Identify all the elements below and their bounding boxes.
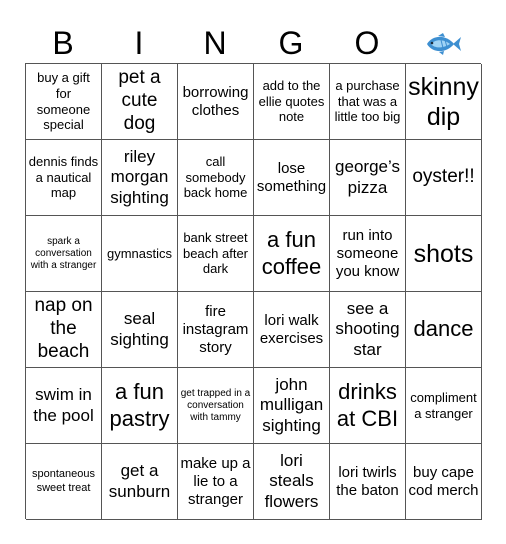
cell-text: lori twirls the baton [336,463,399,499]
bingo-cell[interactable] [406,444,482,520]
cell-text: a purchase that was a little too big [334,78,401,125]
cell-text: compliment a stranger [410,389,477,421]
cell-text: bank street beach after dark [182,230,249,277]
cell-text: skinny dip [408,72,479,131]
cell-text: buy a gift for someone special [36,70,91,133]
bingo-cell[interactable] [178,292,254,368]
bingo-cell[interactable] [102,64,178,140]
bingo-cell[interactable] [254,140,330,216]
header-letter-n: N [203,25,227,61]
bingo-cell[interactable] [330,216,406,292]
bingo-cell[interactable] [178,368,254,444]
bingo-header [25,22,481,64]
bingo-cell[interactable] [102,216,178,292]
cell-text: lose something [256,159,327,195]
cell-text: add to the ellie quotes note [258,78,325,125]
bingo-cell[interactable] [406,140,482,216]
cell-text: john mulligan sighting [259,374,324,435]
cell-text: a fun coffee [261,227,322,279]
cell-text: run into someone you know [335,226,400,280]
bingo-cell[interactable] [254,368,330,444]
cell-text: dance [413,316,474,342]
cell-text: get trapped in a conversation with tammy [180,387,251,423]
bingo-cell[interactable] [26,64,102,140]
header-letter-o: O [354,25,380,61]
cell-text: a fun pastry [109,379,170,431]
bingo-cell[interactable] [178,216,254,292]
bingo-cell[interactable] [254,216,330,292]
bingo-cell[interactable] [406,64,482,140]
bingo-cell[interactable] [254,292,330,368]
header-letter-g: G [278,25,304,61]
cell-text: borrowing clothes [182,83,249,119]
bingo-cell[interactable] [26,292,102,368]
bingo-cell[interactable] [26,216,102,292]
bingo-cell[interactable] [406,216,482,292]
fish-icon [424,32,462,56]
cell-text: fire instagram story [182,302,249,356]
bingo-cell[interactable] [330,140,406,216]
cell-text: drinks at CBI [336,379,399,431]
cell-text: buy cape cod merch [408,463,479,499]
bingo-cell[interactable] [26,444,102,520]
cell-text: riley morgan sighting [110,146,169,207]
cell-text: call somebody back home [183,154,248,201]
bingo-cell[interactable] [330,368,406,444]
bingo-cell[interactable] [102,444,178,520]
cell-text: nap on the beach [34,295,93,362]
bingo-cell[interactable] [26,368,102,444]
bingo-cell[interactable] [254,444,330,520]
bingo-cell[interactable] [330,292,406,368]
cell-text: make up a lie to a stranger [180,454,251,508]
cell-text: dennis finds a nautical map [28,154,99,201]
bingo-cell[interactable] [102,292,178,368]
cell-text: spontaneous sweet treat [32,468,95,494]
bingo-cell[interactable] [178,444,254,520]
bingo-cell[interactable] [254,64,330,140]
cell-text: swim in the pool [33,385,94,425]
bingo-cell[interactable] [26,140,102,216]
bingo-cell[interactable] [178,140,254,216]
cell-text: spark a conversation with a stranger [30,235,97,271]
bingo-cell[interactable] [102,140,178,216]
cell-text: pet a cute dog [118,67,161,134]
cell-text: get a sunburn [108,461,171,501]
bingo-cell[interactable] [330,64,406,140]
bingo-cell[interactable] [330,444,406,520]
bingo-card [25,63,481,519]
header-letter-b: B [52,25,74,61]
bingo-cell[interactable] [102,368,178,444]
cell-text: see a shooting star [335,298,400,359]
cell-text: oyster!! [412,166,475,188]
cell-text: shots [413,239,474,268]
bingo-cell[interactable] [178,64,254,140]
cell-text: lori walk exercises [259,311,324,347]
cell-text: gymnastics [106,245,173,261]
bingo-cell[interactable] [406,292,482,368]
cell-text: george’s pizza [335,157,400,197]
header-letter-i: I [134,25,144,61]
cell-text: seal sighting [110,309,169,349]
bingo-cell[interactable] [406,368,482,444]
cell-text: lori steals flowers [264,450,319,511]
